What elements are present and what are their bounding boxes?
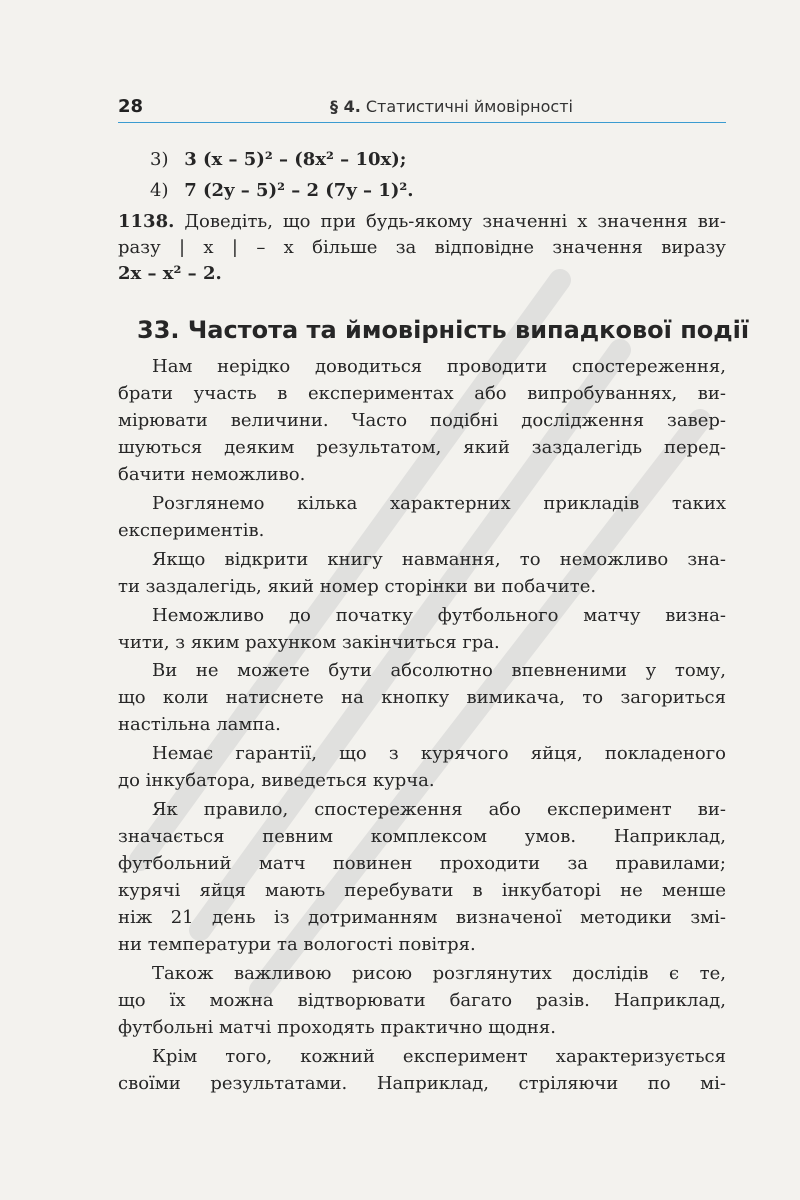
page-number: 28	[118, 96, 144, 117]
problem-text-line: Доведіть, що при будь-якому значенні x значення ви-	[184, 211, 726, 232]
exercise-item-3-label: 3)	[150, 149, 169, 170]
body-line: футбольний матч повинен проходити за правилами;	[118, 853, 726, 874]
body-line: чити, з яким рахунком закінчиться гра.	[118, 632, 500, 653]
body-line: до інкубатора, виведеться курча.	[118, 770, 435, 791]
exercise-item-4-label: 4)	[150, 180, 169, 201]
body-line: курячі яйця мають перебувати в інкубаторі не менше	[118, 880, 726, 901]
body-line: ни температури та вологості повітря.	[118, 934, 476, 955]
body-line: ніж 21 день із дотриманням визначеної методики змі-	[118, 907, 726, 928]
body-line: значається певним комплексом умов. Наприклад,	[118, 826, 726, 847]
body-line: Ви не можете бути абсолютно впевненими у тому,	[152, 660, 726, 681]
body-line: експериментів.	[118, 520, 265, 541]
problem-number: 1138.	[118, 211, 175, 232]
running-title-text: Статистичні ймовірності	[365, 97, 573, 116]
exercise-item-4-formula: 7 (2y – 5)² – 2 (7y – 1)².	[184, 180, 414, 201]
problem-text-line: разу | x | – x більше за відповідне значення виразу	[118, 237, 726, 258]
body-line: Також важливою рисою розглянутих дослідів є те,	[152, 963, 726, 984]
body-line: футбольні матчі проходять практично щодня.	[118, 1017, 556, 1038]
body-line: ти заздалегідь, який номер сторінки ви побачите.	[118, 576, 597, 597]
problem-1138-line-3: 2x – x² – 2.	[118, 263, 222, 284]
body-line: Неможливо до початку футбольного матчу визна-	[152, 605, 726, 626]
body-line: Розглянемо кілька характерних прикладів таких	[152, 493, 726, 514]
body-line: Немає гарантії, що з курячого яйця, покладеного	[152, 743, 726, 764]
section-title: 33. Частота та ймовірність випадкової події	[137, 316, 750, 344]
body-line: мірювати величини. Часто подібні дослідження завер-	[118, 410, 726, 431]
body-line: Нам нерідко доводиться проводити спостереження,	[152, 356, 726, 377]
body-line: що їх можна відтворювати багато разів. Наприклад,	[118, 990, 726, 1011]
body-line: бачити неможливо.	[118, 464, 306, 485]
body-line: Як правило, спостереження або експеримент ви-	[152, 799, 726, 820]
exercise-item-4	[150, 178, 414, 204]
problem-1138-line-2	[118, 235, 726, 261]
exercise-item-3	[150, 147, 406, 173]
body-line: шуються деяким результатом, який заздалегідь перед-	[118, 437, 726, 458]
body-line: що коли натиснете на кнопку вимикача, то загориться	[118, 687, 726, 708]
body-line: брати участь в експериментах або випробуваннях, ви-	[118, 383, 726, 404]
body-line: Крім того, кожний експеримент характеризується	[152, 1046, 726, 1067]
problem-1138-line-1	[118, 209, 726, 235]
body-line: настільна лампа.	[118, 714, 281, 735]
body-line: Якщо відкрити книгу навмання, то неможливо зна-	[152, 549, 726, 570]
exercise-item-3-formula: 3 (x – 5)² – (8x² – 10x);	[184, 149, 407, 170]
body-line: своїми результатами. Наприклад, стріляючи по мі-	[118, 1073, 726, 1094]
section-mark: § 4.	[330, 97, 361, 116]
